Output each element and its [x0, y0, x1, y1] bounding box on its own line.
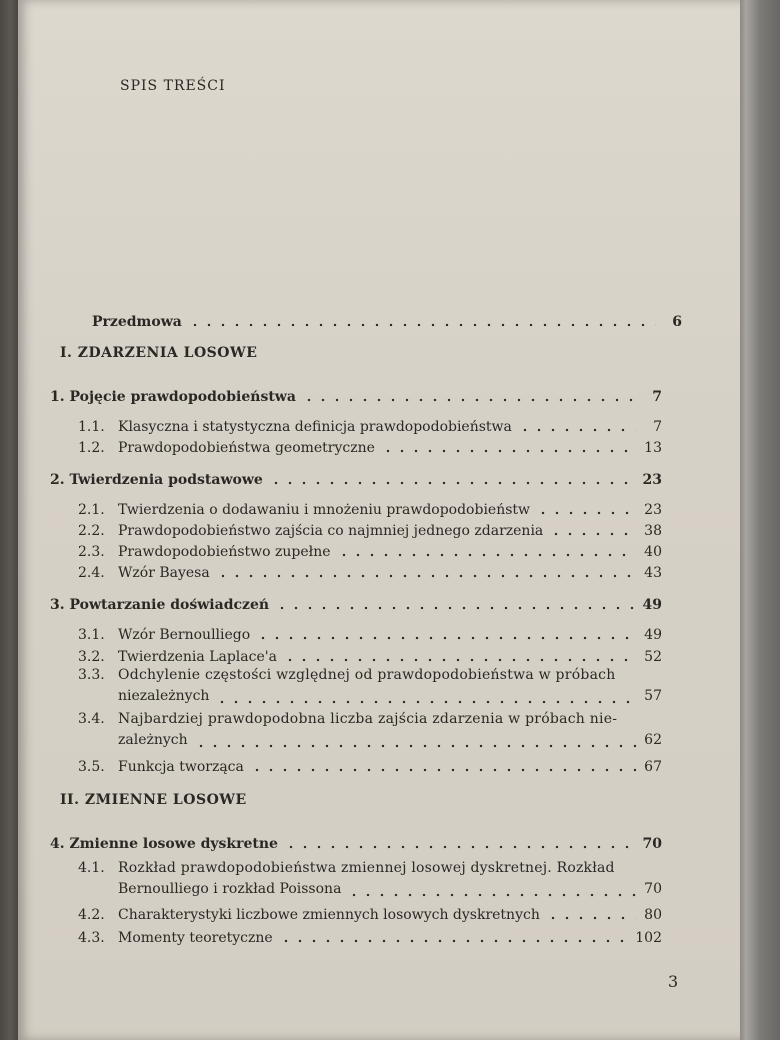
entry-label: Prawdopodobieństwa geometryczne: [118, 440, 375, 456]
entry-page: 52: [644, 649, 662, 665]
leader-dots: [283, 649, 636, 663]
entry-number: 4.3.: [78, 930, 105, 946]
entry-label: 2. Twierdzenia podstawowe: [50, 472, 263, 488]
toc-entry-preface[interactable]: [92, 310, 682, 330]
entry-number: 3.2.: [78, 649, 105, 665]
entry-page: 70: [644, 881, 662, 897]
leader-dots: [284, 836, 636, 850]
toc-entry-3-2[interactable]: [78, 645, 662, 665]
entry-page: 23: [644, 502, 662, 518]
entry-label-line2: niezależnych: [118, 688, 210, 704]
entry-page: 70: [642, 836, 662, 852]
entry-number: 2.3.: [78, 544, 105, 560]
leader-dots: [279, 930, 630, 944]
entry-page: 49: [644, 627, 662, 643]
leader-dots: [188, 314, 656, 328]
entry-number: 2.1.: [78, 502, 105, 518]
entry-page: 43: [644, 565, 662, 581]
entry-label-line1: Odchylenie częstości względnej od prawdopodobieństwa w próbach: [118, 667, 616, 683]
entry-page: 49: [642, 597, 662, 613]
toc-entry-2-1[interactable]: [78, 498, 662, 518]
entry-label: Funkcja tworząca: [118, 759, 244, 775]
entry-label: Twierdzenia o dodawaniu i mnożeniu prawdopodobieństw: [118, 502, 531, 518]
toc-entry-chapter-1[interactable]: [50, 385, 662, 405]
book-page: [18, 0, 760, 1040]
leader-dots: [215, 691, 636, 705]
toc-title: SPIS TREŚCI: [120, 78, 226, 94]
entry-label-line2: Bernoulliego i rozkład Poissona: [118, 881, 342, 897]
part-heading-1: I. ZDARZENIA LOSOWE: [60, 345, 258, 361]
entry-number: 3.3.: [78, 667, 105, 683]
leader-dots: [269, 472, 636, 486]
entry-page: 67: [644, 759, 662, 775]
entry-label: 4. Zmienne losowe dyskretne: [50, 836, 278, 852]
leader-dots: [549, 523, 636, 537]
entry-label: 1. Pojęcie prawdopodobieństwa: [50, 389, 296, 405]
entry-label-line2: zależnych: [118, 732, 188, 748]
toc-entry-chapter-2[interactable]: [50, 468, 662, 488]
toc-entry-2-2[interactable]: [78, 519, 662, 539]
entry-label: Klasyczna i statystyczna definicja prawdopodobieństwa: [118, 419, 512, 435]
entry-number: 4.2.: [78, 907, 105, 923]
toc-entry-4-1[interactable]: [78, 858, 662, 900]
entry-number: 1.1.: [78, 419, 105, 435]
leader-dots: [381, 440, 636, 454]
leader-dots: [302, 389, 636, 403]
toc-entry-3-3[interactable]: [78, 665, 662, 707]
toc-entry-1-1[interactable]: [78, 415, 662, 435]
entry-label: Wzór Bayesa: [118, 565, 210, 581]
entry-number: 4.1.: [78, 860, 105, 876]
entry-number: 1.2.: [78, 440, 105, 456]
entry-page: 62: [644, 732, 662, 748]
leader-dots: [337, 544, 636, 558]
adjacent-page-edge: [740, 0, 780, 1040]
toc-entry-3-1[interactable]: [78, 623, 662, 643]
leader-dots: [216, 565, 636, 579]
entry-page: 57: [644, 688, 662, 704]
entry-page: 40: [644, 544, 662, 560]
leader-dots: [518, 419, 636, 433]
toc-entry-3-4[interactable]: [78, 709, 662, 751]
toc-entry-2-3[interactable]: [78, 540, 662, 560]
page-number: 3: [668, 972, 679, 991]
entry-label: Prawdopodobieństwo zupełne: [118, 544, 331, 560]
entry-number: 3.5.: [78, 759, 105, 775]
toc-entry-chapter-3[interactable]: [50, 593, 662, 613]
toc-entry-1-2[interactable]: [78, 436, 662, 456]
part-heading-2: II. ZMIENNE LOSOWE: [60, 792, 247, 808]
leader-dots: [536, 502, 636, 516]
entry-page: 7: [653, 419, 662, 435]
entry-number: 3.1.: [78, 627, 105, 643]
leader-dots: [256, 627, 636, 641]
entry-label: Momenty teoretyczne: [118, 930, 273, 946]
toc-entry-4-2[interactable]: [78, 903, 662, 923]
entry-label: Wzór Bernoulliego: [118, 627, 251, 643]
entry-label: Przedmowa: [92, 314, 182, 330]
entry-page: 23: [642, 472, 662, 488]
leader-dots: [275, 597, 636, 611]
leader-dots: [194, 735, 636, 749]
entry-label-line1: Rozkład prawdopodobieństwa zmiennej losowej dyskretnej. Rozkład: [118, 860, 615, 876]
entry-page: 80: [644, 907, 662, 923]
entry-number: 2.2.: [78, 523, 105, 539]
leader-dots: [250, 759, 636, 773]
toc-entry-2-4[interactable]: [78, 561, 662, 581]
entry-page: 6: [672, 314, 682, 330]
entry-label: Twierdzenia Laplace'a: [118, 649, 277, 665]
entry-page: 38: [644, 523, 662, 539]
leader-dots: [546, 907, 636, 921]
entry-label: 3. Powtarzanie doświadczeń: [50, 597, 270, 613]
entry-number: 2.4.: [78, 565, 105, 581]
entry-label: Prawdopodobieństwo zajścia co najmniej jednego zdarzenia: [118, 523, 544, 539]
entry-page: 13: [644, 440, 662, 456]
entry-label-line1: Najbardziej prawdopodobna liczba zajścia zdarzenia w próbach nie-: [118, 711, 618, 727]
toc-entry-chapter-4[interactable]: [50, 832, 662, 852]
entry-label: Charakterystyki liczbowe zmiennych losowych dyskretnych: [118, 907, 540, 923]
leader-dots: [347, 884, 636, 898]
entry-page: 102: [635, 930, 662, 946]
entry-page: 7: [652, 389, 662, 405]
toc-entry-3-5[interactable]: [78, 755, 662, 775]
toc-entry-4-3[interactable]: [78, 926, 662, 946]
entry-number: 3.4.: [78, 711, 105, 727]
